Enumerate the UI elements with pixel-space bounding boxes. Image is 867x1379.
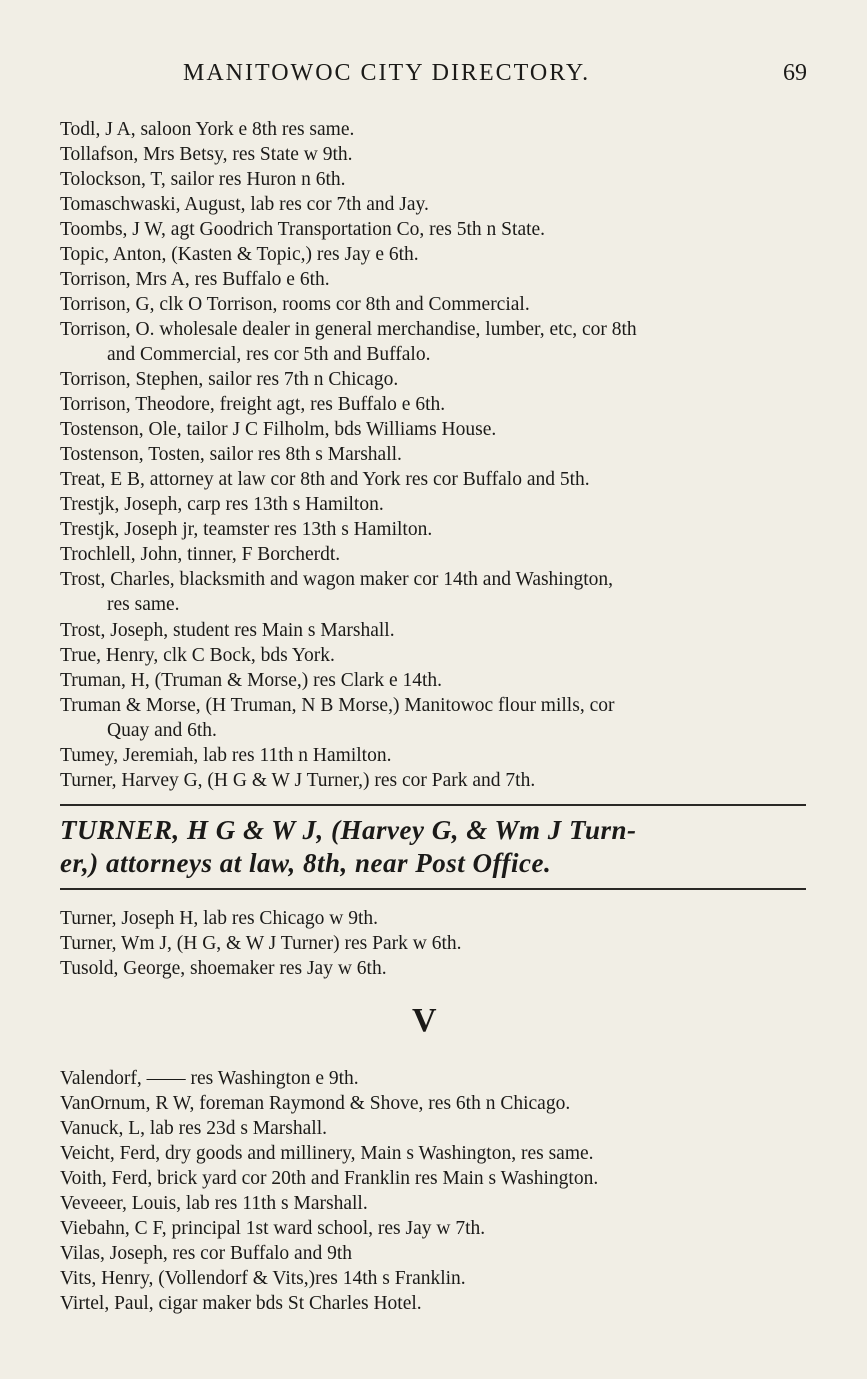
section-letter-v: V bbox=[412, 1002, 437, 1039]
directory-entry: Torrison, Stephen, sailor res 7th n Chicago. bbox=[60, 369, 399, 390]
directory-entry: True, Henry, clk C Bock, bds York. bbox=[60, 645, 335, 666]
directory-entry: Tomaschwaski, August, lab res cor 7th and Jay. bbox=[60, 194, 429, 215]
directory-entry: Toombs, J W, agt Goodrich Transportation Co, res 5th n State. bbox=[60, 219, 546, 240]
directory-entry: Viebahn, C F, principal 1st ward school, res Jay w 7th. bbox=[60, 1218, 486, 1239]
directory-entry: Valendorf, —— res Washington e 9th. bbox=[60, 1068, 359, 1089]
advertisement bbox=[60, 814, 810, 880]
entry-line: Trost, Charles, blacksmith and wagon maker cor 14th and Washington, bbox=[60, 569, 614, 590]
directory-entry: Tollafson, Mrs Betsy, res State w 9th. bbox=[60, 144, 353, 165]
directory-entry: Vanuck, L, lab res 23d s Marshall. bbox=[60, 1118, 327, 1139]
directory-entry: Tostenson, Ole, tailor J C Filholm, bds Williams House. bbox=[60, 419, 497, 440]
directory-entry: Virtel, Paul, cigar maker bds St Charles Hotel. bbox=[60, 1293, 422, 1314]
entry-continuation: and Commercial, res cor 5th and Buffalo. bbox=[107, 344, 431, 365]
entry-continuation: Quay and 6th. bbox=[107, 720, 217, 741]
directory-entry: Torrison, Mrs A, res Buffalo e 6th. bbox=[60, 269, 330, 290]
directory-entry bbox=[60, 693, 810, 743]
directory-entry: Veveeer, Louis, lab res 11th s Marshall. bbox=[60, 1193, 368, 1214]
directory-entry: Turner, Wm J, (H G, & W J Turner) res Park w 6th. bbox=[60, 933, 462, 954]
ad-bottom-rule bbox=[60, 888, 806, 890]
directory-entry: Torrison, Theodore, freight agt, res Buffalo e 6th. bbox=[60, 394, 446, 415]
directory-entry: Tostenson, Tosten, sailor res 8th s Marshall. bbox=[60, 444, 402, 465]
entry-continuation: res same. bbox=[107, 594, 180, 615]
directory-entry: Veicht, Ferd, dry goods and millinery, Main s Washington, res same. bbox=[60, 1143, 594, 1164]
directory-entry: Trochlell, John, tinner, F Borcherdt. bbox=[60, 544, 341, 565]
directory-entry: Vilas, Joseph, res cor Buffalo and 9th bbox=[60, 1243, 352, 1264]
directory-entry: Voith, Ferd, brick yard cor 20th and Franklin res Main s Washington. bbox=[60, 1168, 599, 1189]
running-title: MANITOWOC CITY DIRECTORY. bbox=[183, 60, 591, 86]
directory-entry: Tusold, George, shoemaker res Jay w 6th. bbox=[60, 958, 387, 979]
directory-entry: Torrison, G, clk O Torrison, rooms cor 8th and Commercial. bbox=[60, 294, 530, 315]
directory-entry: VanOrnum, R W, foreman Raymond & Shove, res 6th n Chicago. bbox=[60, 1093, 571, 1114]
running-head bbox=[0, 60, 867, 94]
directory-entry: Turner, Harvey G, (H G & W J Turner,) res cor Park and 7th. bbox=[60, 770, 536, 791]
directory-entry: Turner, Joseph H, lab res Chicago w 9th. bbox=[60, 908, 379, 929]
directory-entry bbox=[60, 567, 810, 617]
directory-entry: Trestjk, Joseph jr, teamster res 13th s Hamilton. bbox=[60, 519, 433, 540]
directory-entry: Truman, H, (Truman & Morse,) res Clark e 14th. bbox=[60, 670, 443, 691]
page-number: 69 bbox=[783, 60, 807, 86]
ad-top-rule bbox=[60, 804, 806, 806]
entry-line: Torrison, O. wholesale dealer in general merchandise, lumber, etc, cor 8th bbox=[60, 319, 637, 340]
directory-entry: Trost, Joseph, student res Main s Marshall. bbox=[60, 620, 395, 641]
entry-line: Truman & Morse, (H Truman, N B Morse,) Manitowoc flour mills, cor bbox=[60, 695, 615, 716]
directory-entry: Tolockson, T, sailor res Huron n 6th. bbox=[60, 169, 346, 190]
directory-entry bbox=[60, 317, 810, 367]
ad-line-2: er,) attorneys at law, 8th, near Post Office. bbox=[60, 848, 552, 878]
directory-entry: Todl, J A, saloon York e 8th res same. bbox=[60, 119, 355, 140]
directory-entry: Topic, Anton, (Kasten & Topic,) res Jay e 6th. bbox=[60, 244, 419, 265]
directory-entry: Treat, E B, attorney at law cor 8th and York res cor Buffalo and 5th. bbox=[60, 469, 590, 490]
directory-entry: Trestjk, Joseph, carp res 13th s Hamilton. bbox=[60, 494, 384, 515]
directory-entry: Vits, Henry, (Vollendorf & Vits,)res 14th s Franklin. bbox=[60, 1268, 466, 1289]
ad-line-1: TURNER, H G & W J, (Harvey G, & Wm J Turn- bbox=[60, 815, 637, 845]
directory-entry: Tumey, Jeremiah, lab res 11th n Hamilton. bbox=[60, 745, 392, 766]
